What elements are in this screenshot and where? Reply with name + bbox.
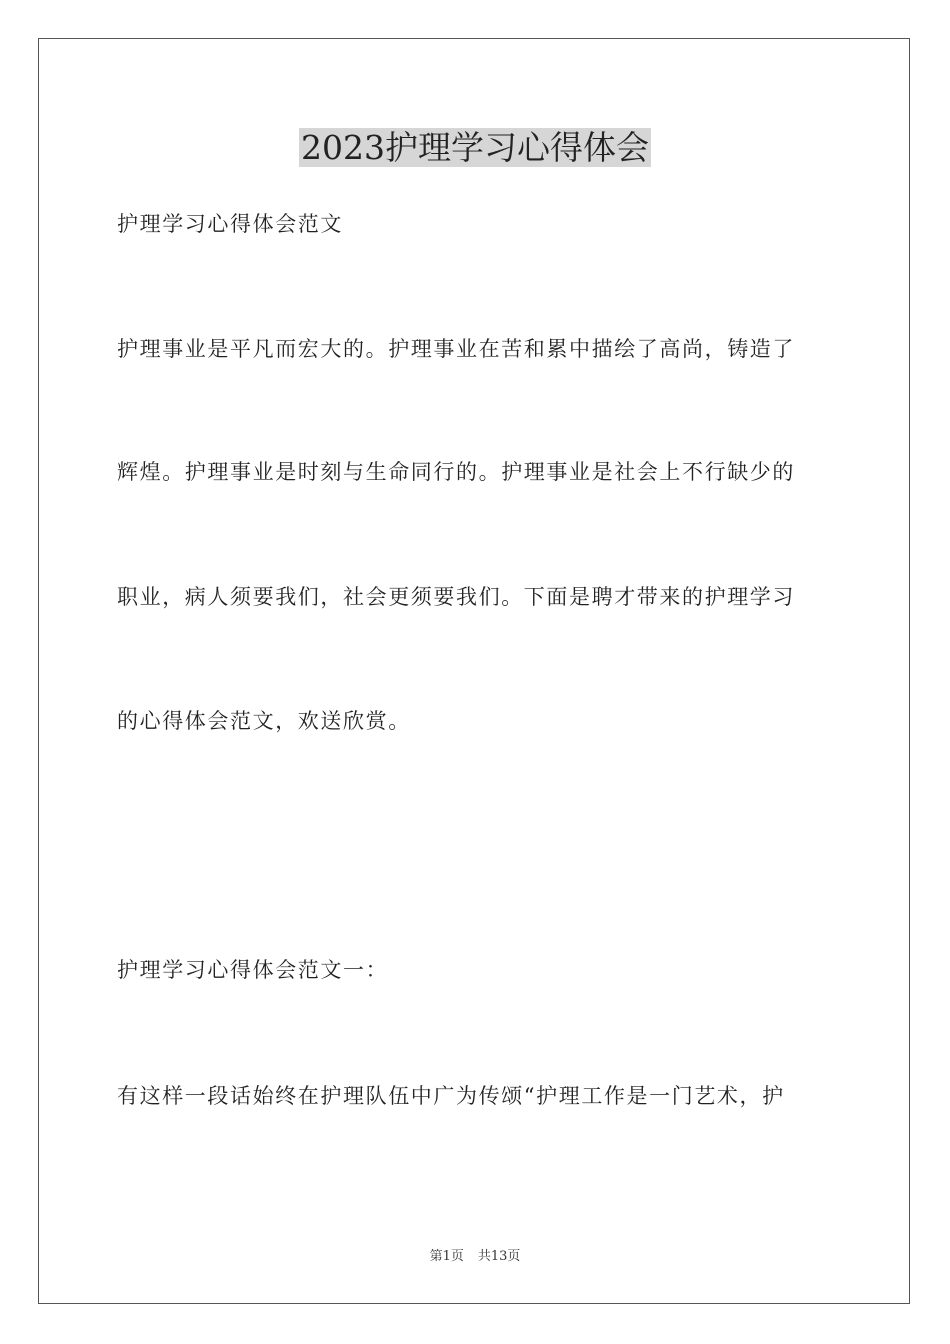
page-total: 共13页 xyxy=(477,1249,521,1264)
paragraph-line: 护理事业是平凡而宏大的。护理事业在苦和累中描绘了高尚，铸造了 xyxy=(117,337,795,361)
paragraph-line: 职业，病人须要我们，社会更须要我们。下面是聘才带来的护理学习 xyxy=(117,585,795,609)
page-number: 第1页 xyxy=(429,1249,464,1264)
paragraph-line: 辉煌。护理事业是时刻与生命同行的。护理事业是社会上不行缺少的 xyxy=(117,460,795,484)
page-footer xyxy=(0,1248,950,1266)
paragraph-line: 有这样一段话始终在护理队伍中广为传颂“护理工作是一门艺术，护 xyxy=(117,1084,785,1108)
subtitle-line: 护理学习心得体会范文 xyxy=(117,212,343,236)
document-title-text: 2023护理学习心得体会 xyxy=(301,128,649,167)
document-title xyxy=(0,126,950,170)
section-heading: 护理学习心得体会范文一： xyxy=(117,958,389,982)
paragraph-line: 的心得体会范文，欢送欣赏。 xyxy=(117,709,411,733)
